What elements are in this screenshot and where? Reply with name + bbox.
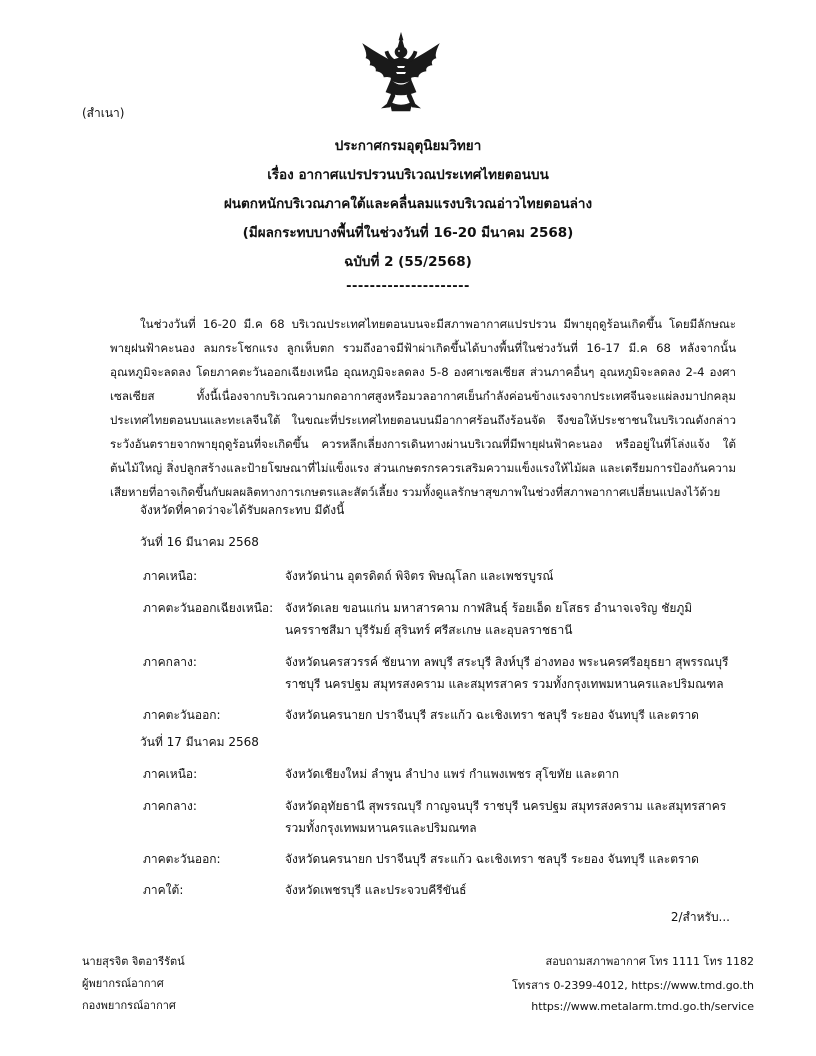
region-provinces: จังหวัดอุทัยธานี สุพรรณบุรี กาญจนบุรี ราชบุรี นครปฐม สมุทรสงคราม และสมุทรสาคร รวมทั้งกรุงเทพมหานครและปริมณฑล <box>285 799 727 835</box>
date-heading: วันที่ 17 มีนาคม 2568 <box>140 735 259 749</box>
copy-label: (สำเนา) <box>82 106 125 120</box>
issue-number: ฉบับที่ 2 (55/2568) <box>344 254 472 270</box>
region-name: ภาคตะวันออก: <box>143 708 221 722</box>
region-name: ภาคเหนือ: <box>143 569 198 583</box>
region-provinces: จังหวัดนครนายก ปราจีนบุรี สระแก้ว ฉะเชิงเทรา ชลบุรี ระยอง จันทบุรี และตราด <box>285 708 699 722</box>
effective-dates: (มีผลกระทบบางพื้นที่ในช่วงวันที่ 16-20 มีนาคม 2568) <box>242 225 574 241</box>
region-provinces: จังหวัดเพชรบุรี และประจวบคีรีขันธ์ <box>285 883 467 897</box>
subject-line: เรื่อง อากาศแปรปรวนบริเวณประเทศไทยตอนบน <box>267 167 549 183</box>
title-divider: --------------------- <box>346 279 470 294</box>
signatory-position: ผู้พยากรณ์อากาศ <box>82 977 164 990</box>
date-heading: วันที่ 16 มีนาคม 2568 <box>140 535 259 549</box>
affected-provinces-heading: จังหวัดที่คาดว่าจะได้รับผลกระทบ มีดังนี้ <box>140 503 345 517</box>
signatory-division: กองพยากรณ์อากาศ <box>82 999 176 1012</box>
title-block <box>0 132 816 297</box>
region-provinces: จังหวัดนครสวรรค์ ชัยนาท ลพบุรี สระบุรี สิงห์บุรี อ่างทอง พระนครศรีอยุธยา สุพรรณบุรี ราชบุรี นครปฐม สมุทรสงคราม และสมุทรสาคร รวมทั้งกรุงเทพมหานครและปริมณฑล <box>285 655 729 691</box>
region-provinces: จังหวัดเชียงใหม่ ลำพูน ลำปาง แพร่ กำแพงเพชร สุโขทัย และตาก <box>285 767 619 781</box>
region-provinces: จังหวัดน่าน อุตรดิตถ์ พิจิตร พิษณุโลก และเพชรบูรณ์ <box>285 569 554 583</box>
garuda-emblem-icon <box>360 32 442 112</box>
contact-fax-website: โทรสาร 0-2399-4012, https://www.tmd.go.th <box>512 979 754 992</box>
region-name: ภาคกลาง: <box>143 799 197 813</box>
region-name: ภาคเหนือ: <box>143 767 198 781</box>
contact-metalarm-link[interactable]: https://www.metalarm.tmd.go.th/service <box>531 1000 754 1013</box>
region-name: ภาคตะวันออกเฉียงเหนือ: <box>143 601 274 615</box>
region-name: ภาคตะวันออก: <box>143 852 221 866</box>
signatory-name: นายสุรจิต จิตอารีรัตน์ <box>82 955 185 968</box>
region-name: ภาคกลาง: <box>143 655 197 669</box>
contact-phone: สอบถามสภาพอากาศ โทร 1111 โทร 1182 <box>545 955 754 968</box>
region-provinces: จังหวัดเลย ขอนแก่น มหาสารคาม กาฬสินธุ์ ร้อยเอ็ด ยโสธร อำนาจเจริญ ชัยภูมิ นครราชสีมา บุรีรัมย์ สุรินทร์ ศรีสะเกษ และอุบลราชธานี <box>285 601 693 637</box>
page-continuation: 2/สำหรับ... <box>670 910 730 924</box>
region-provinces: จังหวัดนครนายก ปราจีนบุรี สระแก้ว ฉะเชิงเทรา ชลบุรี ระยอง จันทบุรี และตราด <box>285 852 699 866</box>
announcement-body <box>110 312 736 504</box>
region-name: ภาคใต้: <box>143 883 184 897</box>
body-text: ในช่วงวันที่ 16-20 มี.ค 68 บริเวณประเทศไทยตอนบนจะมีสภาพอากาศแปรปรวน มีพายุฤดูร้อนเกิดขึ้น โดยมีลักษณะพายุฝนฟ้าคะนอง ลมกระโชกแรง ลูกเห็บตก รวมถึงอาจมีฟ้าผ่าเกิดขึ้นได้บางพื้นที่ในช่วงวันที่ 16-17 มี.ค 68 หลังจากนั้นอุณหภูมิจะลดลง โดยภาคตะวันออกเฉียงเหนือ อุณหภูมิจะลดลง 5-8 องศาเซลเซียส ส่วนภาคอื่นๆ อุณหภูมิจะลดลง 2-4 องศาเซลเซียส ทั้งนี้เนื่องจากบริเวณความกดอากาศสูงหรือมวลอากาศเย็นกำลังค่อนข้างแรงจากประเทศจีนจะแผ่ลงมาปกคลุมประเทศไทยตอนบนและทะเลจีนใต้ ในขณะที่ประเทศไทยตอนบนมีอากาศร้อนถึงร้อนจัด จึงขอให้ประชาชนในบริเวณดังกล่าวระวังอันตรายจากพายุฤดูร้อนที่จะเกิดขึ้น ควรหลีกเลี่ยงการเดินทางผ่านบริเวณที่มีพายุฝนฟ้าคะนอง หรืออยู่ในที่โล่งแจ้ง ใต้ต้นไม้ใหญ่ สิ่งปลูกสร้างและป้ายโฆษณาที่ไม่แข็งแรง ส่วนเกษตรกรควรเสริมความแข็งแรงให้ไม้ผล และเตรียมการป้องกันความเสียหายที่อาจเกิดขึ้นกับผลผลิตทางการเกษตรและสัตว์เลี้ยง รวมทั้งดูแลรักษาสุขภาพในช่วงที่สภาพอากาศเปลี่ยนแปลงไว้ด้วย <box>110 317 736 499</box>
agency-title: ประกาศกรมอุตุนิยมวิทยา <box>334 138 482 154</box>
subject-line-2: ฝนตกหนักบริเวณภาคใต้และคลื่นลมแรงบริเวณอ่าวไทยตอนล่าง <box>223 196 593 212</box>
